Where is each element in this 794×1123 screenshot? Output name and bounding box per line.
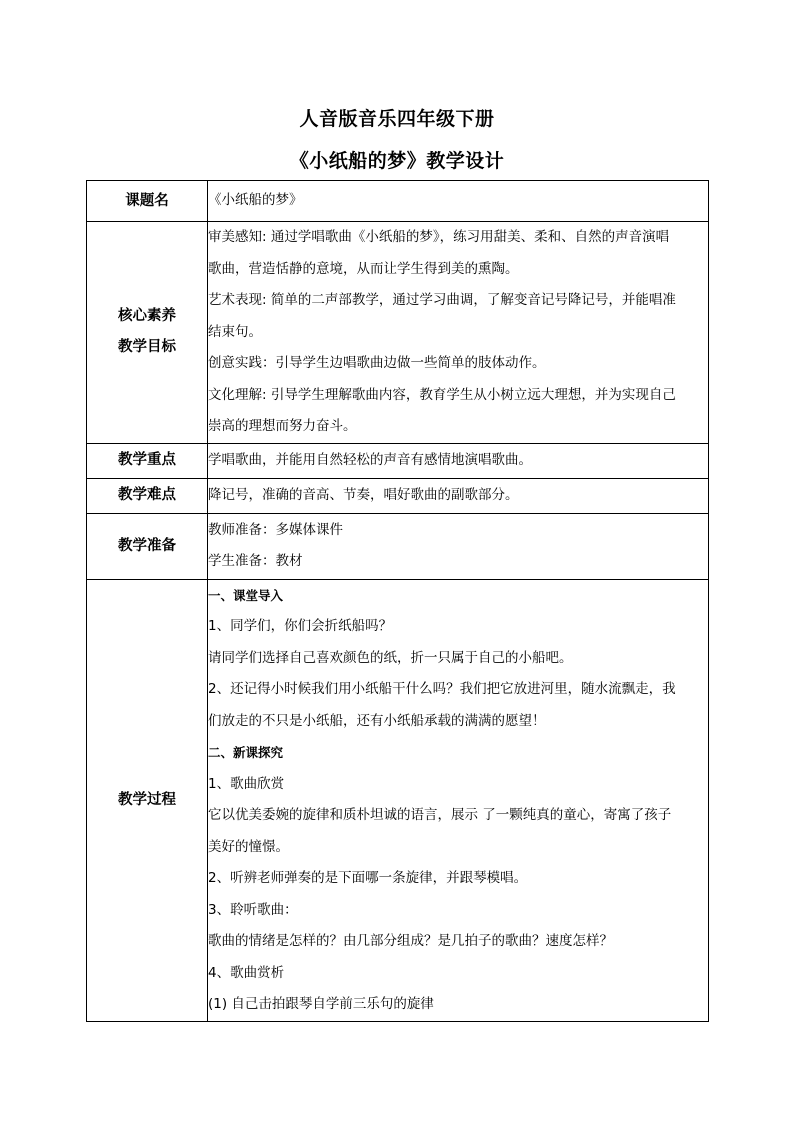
text-line: 结束句。 [208,323,262,340]
text-line: 1、同学们，你们会折纸船吗？ [208,618,393,634]
row-content [208,222,709,444]
section-heading: 二、新课探究 [208,745,284,760]
row-label: 教学难点 [87,478,208,513]
lesson-plan-table [86,180,709,1022]
text-line: 3、聆听歌曲： [208,901,298,918]
text-line: 创意实践：引导学生边唱歌曲边做一些简单的肢体动作。 [208,355,546,371]
text-line: 《小纸船的梦》 [208,192,303,209]
row-label: 教学重点 [87,443,208,478]
text-line: 艺术表现: 简单的二声部教学，通过学习曲调，了解变音记号降记号，并能唱准 [208,292,676,308]
document-title: 人音版音乐四年级下册 [299,108,495,130]
text-line: 4、歌曲赏析 [208,964,285,981]
text-line: 审美感知: 通过学唱歌曲《小纸船的梦》，练习用甜美、柔和、自然的声音演唱 [208,229,670,245]
text-line: 2、还记得小时候我们用小纸船干什么吗？我们把它放进河里，随水流飘走，我 [208,681,676,697]
row-content [208,579,709,1021]
row-label [87,222,208,444]
text-line: 1、歌曲欣赏 [208,775,285,792]
table-row-topic [87,181,709,222]
document-subtitle: 《小纸船的梦》教学设计 [289,150,505,172]
row-label: 课题名 [87,181,208,222]
text-line: 它以优美委婉的旋律和质朴坦诚的语言，展示 了一颗纯真的童心，寄寓了孩子 [208,807,672,823]
row-content [208,478,709,513]
row-content [208,513,709,579]
table-row-difficulty [87,478,709,513]
table-row-focus [87,443,709,478]
text-line: 们放走的不只是小纸船，还有小纸船承载的满满的愿望！ [208,712,546,729]
text-line: 教师准备：多媒体课件 [208,521,343,538]
table-row-goals [87,222,709,444]
row-content [208,443,709,478]
section-heading: 一、课堂导入 [208,587,284,603]
row-label: 教学过程 [87,579,208,1021]
table-row-process [87,579,709,1021]
row-label-line: 教学目标 [118,339,176,356]
text-line: 歌曲的情绪是怎样的？由几部分组成？是几拍子的歌曲？速度怎样？ [208,933,613,949]
row-label: 教学准备 [87,513,208,579]
text-line: 请同学们选择自己喜欢颜色的纸，折一只属于自己的小船吧。 [208,649,573,666]
text-line: 美好的憧憬。 [208,838,289,855]
row-content [208,181,709,222]
text-line: 学唱歌曲，并能用自然轻松的声音有感情地演唱歌曲。 [208,451,532,468]
text-line: 学生准备：教材 [208,553,303,569]
table-row-preparation [87,513,709,579]
row-label-line: 核心素养 [118,308,176,325]
text-line: 文化理解: 引导学生理解歌曲内容，教育学生从小树立远大理想，并为实现自己 [208,386,676,403]
text-line: 歌曲，营造恬静的意境，从而让学生得到美的熏陶。 [208,260,519,277]
text-line: 崇高的理想而努力奋斗。 [208,418,357,434]
text-line: 2、听辨老师弹奏的是下面哪一条旋律，并跟琴模唱。 [208,870,528,886]
text-line: (1) 自己击拍跟琴自学前三乐句的旋律 [208,996,434,1012]
text-line: 降记号，准确的音高、节奏，唱好歌曲的副歌部分。 [208,486,519,503]
